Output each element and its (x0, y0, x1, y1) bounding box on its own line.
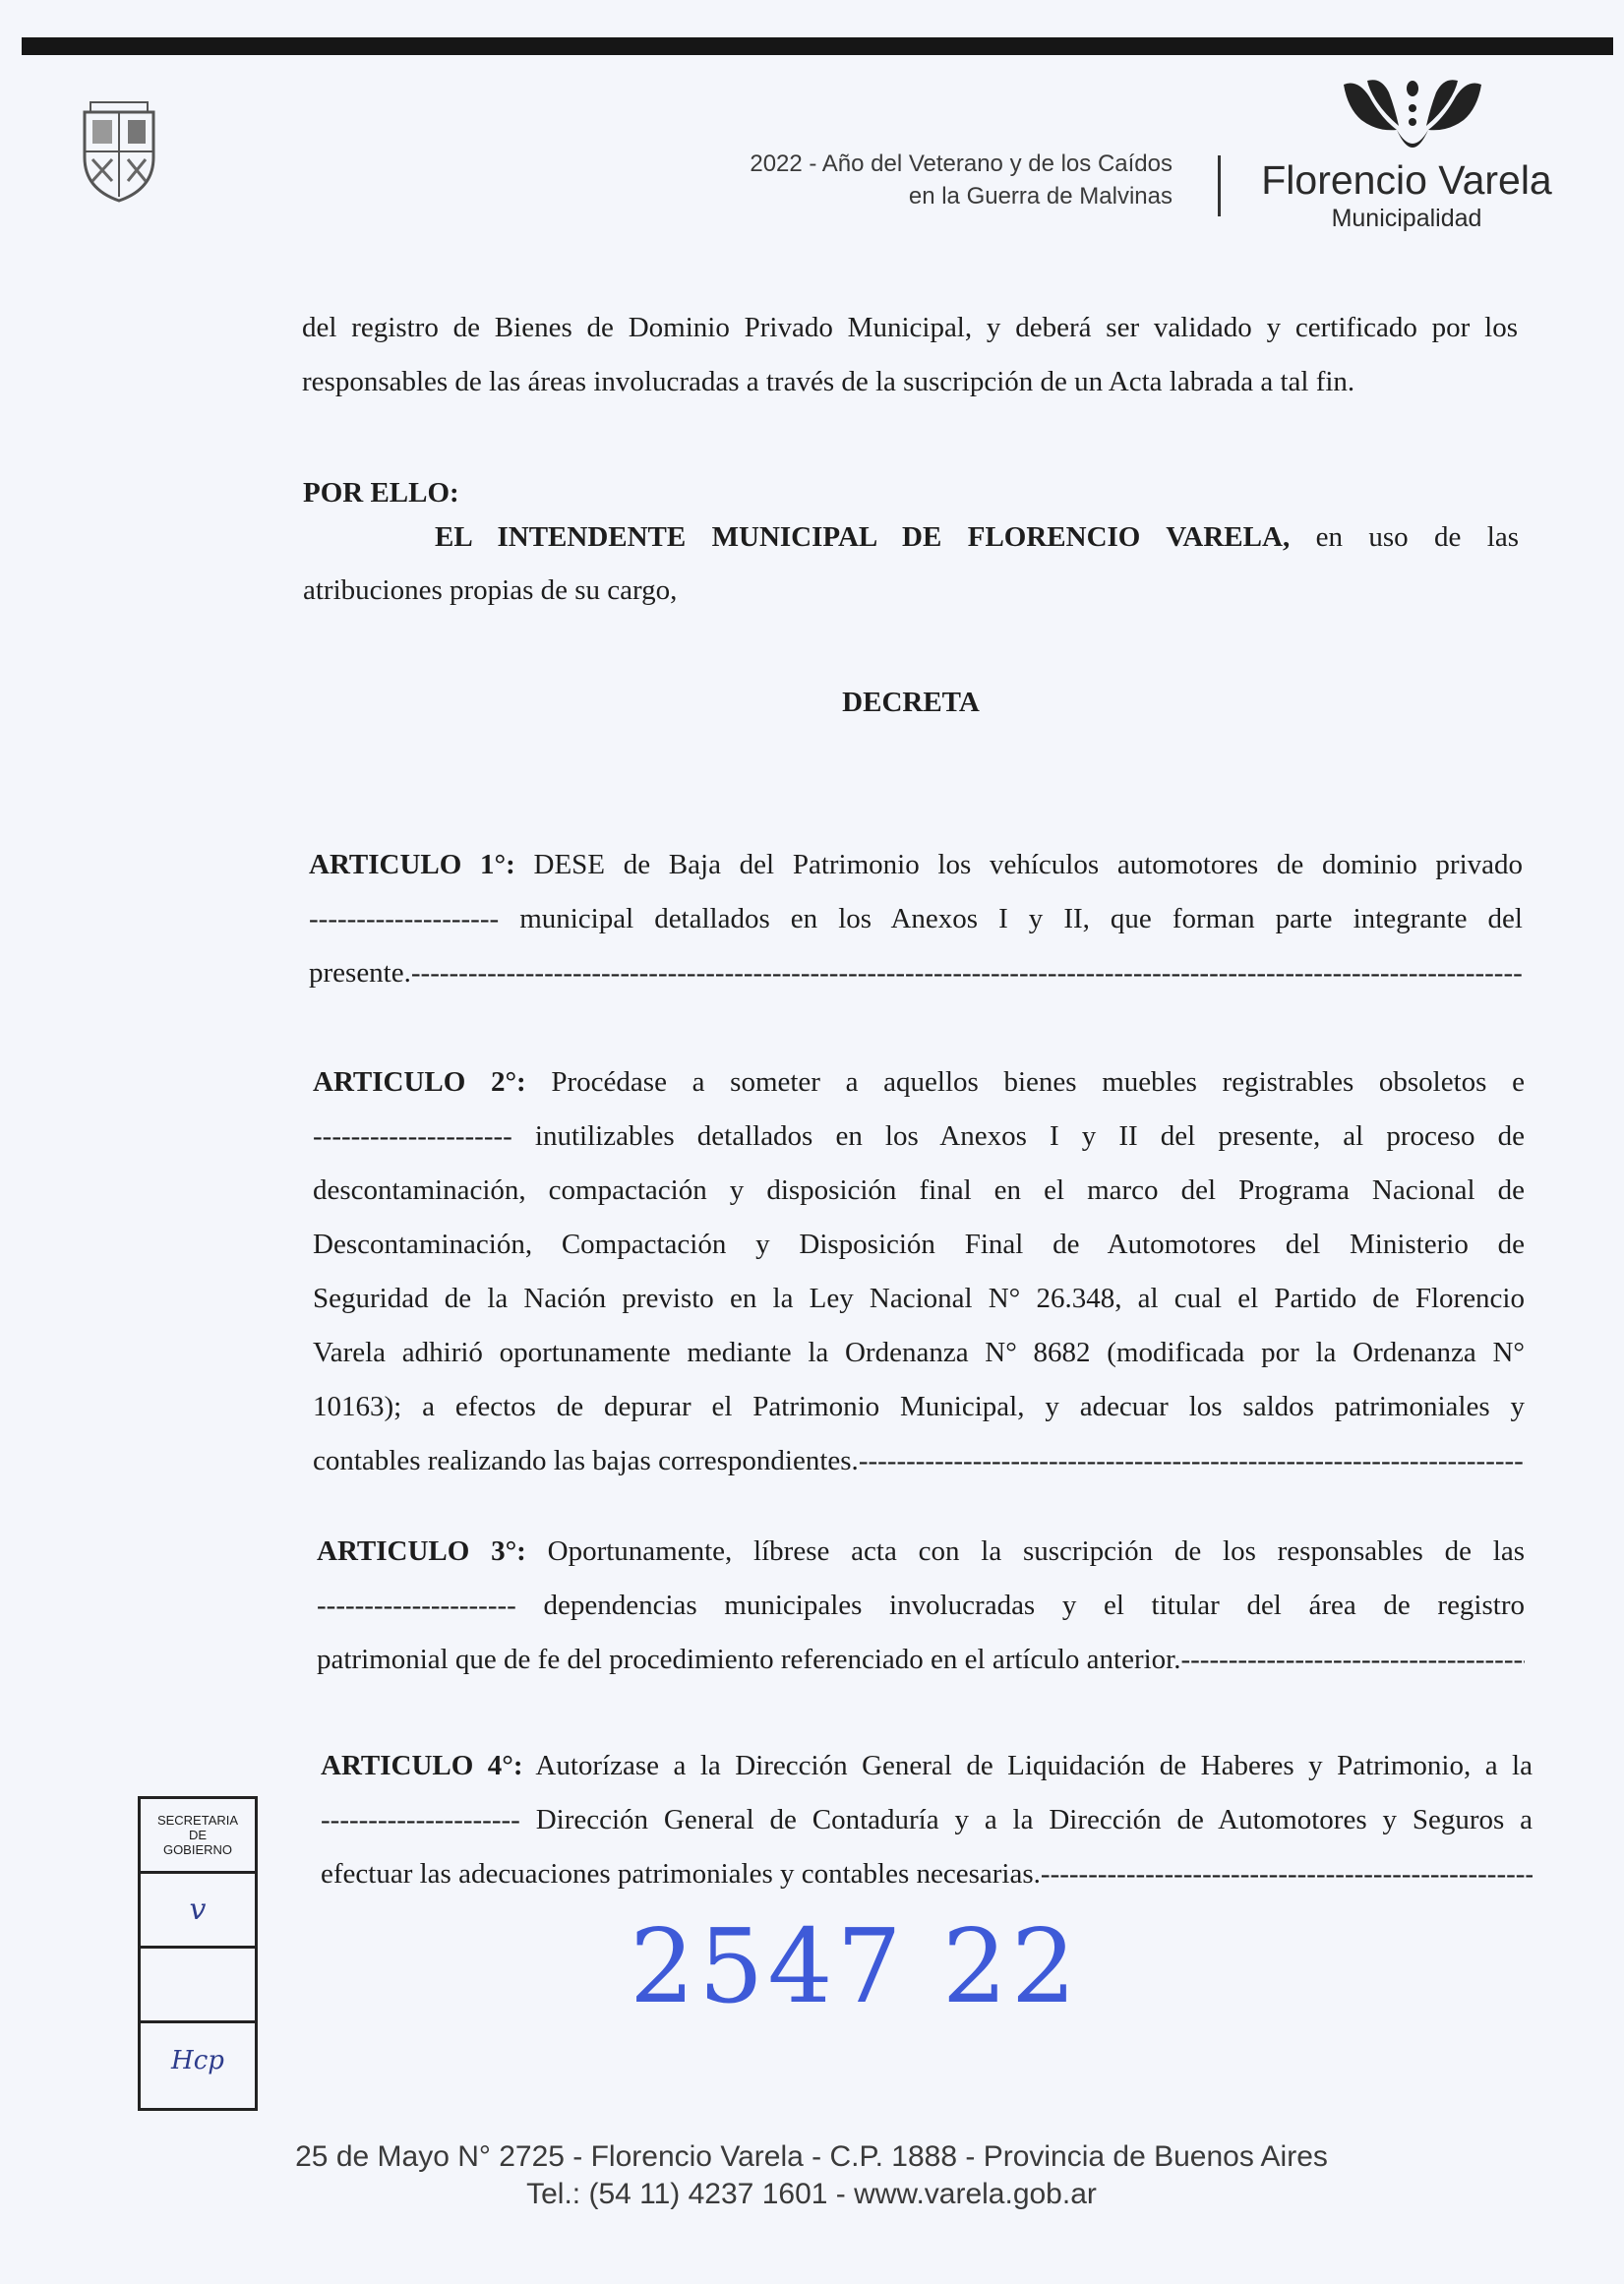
stamp-initial-cell-2 (141, 2023, 255, 2098)
brand-name: Florencio Varela (1261, 157, 1552, 203)
article-4-fill-dash (1041, 1858, 1533, 1890)
article-1-end: presente. (309, 957, 411, 989)
header-divider (1218, 155, 1221, 216)
article-4-label: ARTICULO 4°: (321, 1750, 523, 1781)
intendente-line-2: atribuciones propias de su cargo, (303, 574, 678, 606)
year-motto (551, 148, 1173, 212)
footer-contact: Tel.: (54 11) 4237 1601 - www.varela.gob.ar (526, 2178, 1097, 2210)
article-2-body-5: 10163); a efectos de depurar el Patrimonio Municipal, y adecuar los saldos patrimoniales y (313, 1391, 1525, 1422)
article-2-line2: inutilizables detallados en los Anexos I y II del presente, al proceso de (534, 1120, 1526, 1152)
motto-line-1: 2022 - Año del Veterano y de los Caídos (750, 150, 1173, 177)
article-4 (321, 1739, 1533, 1901)
stamp-title-line-2: DE (188, 1828, 208, 1842)
brand-subtitle: Municipalidad (1331, 205, 1482, 232)
article-3 (317, 1525, 1525, 1687)
article-1-line2: municipal detallados en los Anexos I y II, que forman parte integrante del (519, 903, 1523, 934)
article-1-line1: DESE de Baja del Patrimonio los vehículos automotores de dominio privado (533, 849, 1524, 880)
decreta-heading: DECRETA (842, 687, 980, 718)
motto-line-2: en la Guerra de Malvinas (908, 183, 1173, 210)
stamp-initial-2: Hcp (171, 2046, 224, 2075)
article-1-dash: -------------------- (309, 903, 500, 934)
intendente-title: EL INTENDENTE MUNICIPAL DE FLORENCIO VARELA, (435, 521, 1291, 553)
florencio-varela-logo-icon (1338, 75, 1487, 163)
article-2-body-3: Seguridad de la Nación previsto en la Ley Nacional N° 26.348, al cual el Partido de Florencio (313, 1283, 1525, 1314)
stamp-title-cell (141, 1799, 255, 1874)
stamp-title-line-1: SECRETARIA (156, 1813, 239, 1828)
article-2-body-2: Descontaminación, Compactación y Disposición Final de Automotores del Ministerio de (313, 1229, 1525, 1260)
article-2-body-1: descontaminación, compactación y disposición final en el marco del Programa Nacional de (313, 1174, 1525, 1206)
stamp-title-line-3: GOBIERNO (162, 1842, 233, 1857)
article-4-dash: --------------------- (321, 1804, 520, 1835)
article-2 (313, 1055, 1525, 1488)
article-2-dash: --------------------- (313, 1120, 512, 1152)
article-2-end: contables realizando las bajas correspondientes. (313, 1445, 859, 1476)
article-2-body-4: Varela adhirió oportunamente mediante la Ordenanza N° 8682 (modificada por la Ordenanza N° (313, 1337, 1525, 1368)
article-1 (309, 838, 1523, 1000)
article-1-fill-dash (411, 957, 1523, 989)
article-4-end: efectuar las adecuaciones patrimoniales y contables necesarias. (321, 1858, 1041, 1890)
intro-paragraph: del registro de Bienes de Dominio Privado Municipal, y deberá ser validado y certificado por los responsables de las áreas involucradas a través de la suscripción de un Acta labrada a tal fin. (302, 312, 1518, 397)
por-ello-heading: POR ELLO: (303, 477, 459, 509)
article-4-line2: Dirección General de Contaduría y a la Dirección de Automotores y Seguros a (535, 1804, 1534, 1835)
stamp-empty-cell (141, 1949, 255, 2023)
article-4-line1: Autorízase a la Dirección General de Liquidación de Haberes y Patrimonio, a la (535, 1750, 1533, 1781)
article-3-line2: dependencias municipales involucradas y el titular del área de registro (543, 1590, 1525, 1621)
article-1-label: ARTICULO 1°: (309, 849, 515, 880)
article-2-line1: Procédase a someter a aquellos bienes muebles registrables obsoletos e (551, 1066, 1525, 1098)
intendente-rest: en uso de las (1315, 521, 1519, 553)
intendente-line (435, 521, 1519, 554)
stamp-initial-1: v (189, 1893, 207, 1927)
top-border-bar (22, 37, 1613, 55)
article-3-line1: Oportunamente, líbrese acta con la suscripción de los responsables de las (547, 1535, 1525, 1567)
article-2-label: ARTICULO 2°: (313, 1066, 526, 1098)
article-3-dash: --------------------- (317, 1590, 516, 1621)
footer-address: 25 de Mayo N° 2725 - Florencio Varela - C.P. 1888 - Provincia de Buenos Aires (295, 2140, 1328, 2173)
municipal-crest-icon (77, 98, 161, 205)
article-3-end: patrimonial que de fe del procedimiento referenciado en el artículo anterior. (317, 1644, 1181, 1675)
article-2-fill-dash (859, 1445, 1525, 1476)
stamp-initial-cell-1 (141, 1874, 255, 1949)
secretaria-stamp-box (138, 1796, 258, 2111)
decree-number-stamp: 2547 22 (630, 1906, 1081, 2026)
article-3-fill-dash (1180, 1644, 1525, 1675)
article-3-label: ARTICULO 3°: (317, 1535, 526, 1567)
